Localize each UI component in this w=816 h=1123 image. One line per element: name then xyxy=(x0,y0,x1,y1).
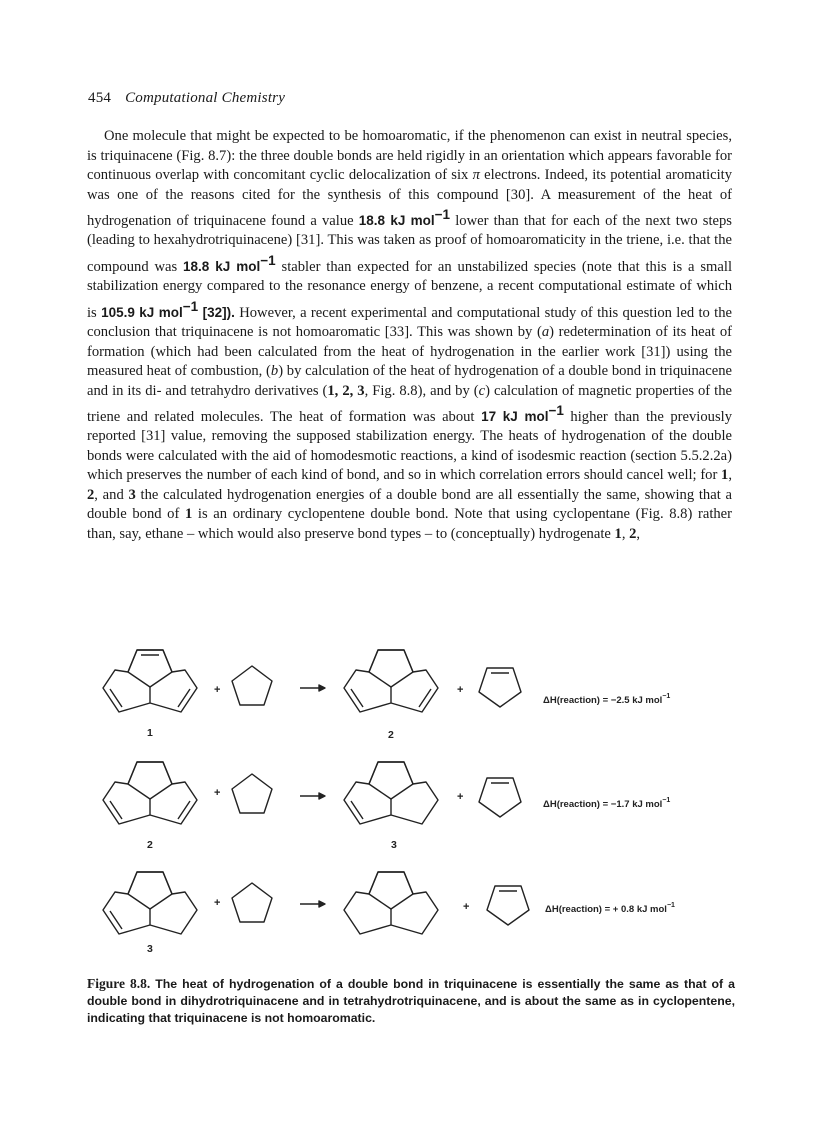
reaction-arrow xyxy=(300,793,325,799)
reaction-enthalpy: ΔH(reaction) = + 0.8 kJ mol$^{-1}$ xyxy=(545,902,675,915)
tetrahydrotriquinacene-3 xyxy=(103,872,197,934)
value-17: 17 kJ mol xyxy=(481,408,549,424)
reaction-scheme xyxy=(88,640,738,970)
caption-text: The heat of hydrogenation of a double bond in triquinacene is essentially the same as that of a double bond in dihydrotriquinacene and in tetrahydrotriquinacene, and is about the same as in cyclopentene, indicating that triquinacene is not homoaromatic. xyxy=(87,977,735,1025)
citation-32: [32]). xyxy=(198,304,235,320)
plus-sign: + xyxy=(214,787,221,799)
superscript: −1 xyxy=(182,298,199,314)
reaction-enthalpy: ΔH(reaction) = −2.5 kJ mol$^{-1}$ xyxy=(543,693,671,706)
text-run: , xyxy=(728,467,732,484)
body-paragraph xyxy=(87,127,732,544)
text-run: , Fig. 8.8), and by ( xyxy=(364,382,479,399)
caption-label: Figure 8.8. xyxy=(87,976,151,991)
pi-symbol: π xyxy=(472,167,480,183)
dihydrotriquinacene-2 xyxy=(103,762,197,824)
compound-ref: 1 xyxy=(614,525,622,542)
compound-refs: 1, 2, 3 xyxy=(327,382,365,399)
value-18-8: 18.8 kJ mol xyxy=(358,212,435,228)
running-header xyxy=(88,90,285,107)
triquinacene-1 xyxy=(103,650,197,712)
text-run: ) redetermination of its heat of formation (which had been calculated from the heat of hydrogenation in the earlier work [31]) using the measured heat of combustion, ( xyxy=(87,324,732,380)
superscript: −1 xyxy=(434,207,451,222)
cyclopentene xyxy=(479,668,521,707)
reaction-arrow xyxy=(300,901,325,907)
reaction-arrow xyxy=(300,685,325,691)
row-1 xyxy=(103,650,670,741)
text-run: is an ordinary cyclopentene double bond. Note that using cyclopentane (Fig. 8.8) rather than, say, ethane – which would also preserve bond types – to (conceptually) hydrogenate xyxy=(87,506,733,542)
running-title: Computational Chemistry xyxy=(125,90,286,106)
superscript: −1 xyxy=(548,403,564,419)
text-run: stabler than expected for an unstabilized species (note that this is a small stabilization energy compared to the resonance energy of benzene, a recent computational estimate of which is xyxy=(87,258,733,321)
compound-ref: 2 xyxy=(87,486,95,503)
enum-c: c xyxy=(478,382,486,399)
cyclopentene xyxy=(487,886,529,925)
enum-a: a xyxy=(541,324,550,341)
text-run: higher than the previously reported [31] value, removing the supposed stabilization energy. The heats of hydrogenation of the double bonds were calculated with the aid of homodesmotic reactions, a kind of isodesmic reaction (section 5.5.2.2a) which preserves the number of each kind of bond, and so in which correlation errors should cancel well; for xyxy=(87,408,732,484)
compound-label: 1 xyxy=(147,727,153,739)
value-18-8: 18.8 kJ mol xyxy=(183,258,261,274)
figure-8-8 xyxy=(88,640,738,970)
plus-sign: + xyxy=(463,901,470,913)
text-run: However, a recent experimental and computational study of this question led to the conclusion that triquinacene is not homoaromatic [33]. This was shown by ( xyxy=(87,304,732,341)
value-105-9: 105.9 kJ mol xyxy=(101,304,183,320)
compound-ref: 2 xyxy=(629,525,637,542)
plus-sign: + xyxy=(457,684,464,696)
text-run: ) calculation of magnetic properties of the triene and related molecules. The heat of formation was about xyxy=(87,382,733,425)
compound-ref: 1 xyxy=(721,467,729,484)
text-run: lower than that for each of the next two steps (leading to hexahydrotriquinacene) [31]. This was taken as proof of homoaromaticity in the triene, i.e. that the compound was xyxy=(87,212,732,275)
plus-sign: + xyxy=(214,897,221,909)
compound-label: 2 xyxy=(147,839,153,851)
hexahydrotriquinacene xyxy=(344,872,438,934)
text-run: , xyxy=(621,525,630,542)
tetrahydrotriquinacene-3 xyxy=(344,762,438,824)
cyclopentane xyxy=(232,774,272,813)
page-number: 454 xyxy=(88,90,112,106)
text-run: , and xyxy=(94,486,129,503)
compound-label: 3 xyxy=(147,943,153,955)
compound-ref: 3 xyxy=(128,486,136,503)
cyclopentane xyxy=(232,883,272,922)
figure-caption xyxy=(87,975,735,1027)
cyclopentene xyxy=(479,778,521,817)
text-run: One molecule that might be expected to be homoaromatic, if the phenomenon can exist in neutral species, is triquinacene (Fig. 8.7): the three double bonds are held rigidly in an orientation which appears favorable for continuous overlap with concomitant cyclic delocalization of six xyxy=(87,128,732,183)
paragraph xyxy=(87,127,732,544)
row-3 xyxy=(103,872,675,955)
cyclopentane xyxy=(232,666,272,705)
plus-sign: + xyxy=(214,684,221,696)
text-run: electrons. Indeed, its potential aromaticity was one of the reasons cited for the synthesis of this compound [30]. A measurement of the heat of hydrogenation of triquinacene found a value xyxy=(87,167,733,229)
dihydrotriquinacene-2 xyxy=(344,650,438,712)
enum-b: b xyxy=(270,363,279,380)
text-run: , xyxy=(636,525,641,542)
text-run: the calculated hydrogenation energies of a double bond are all essentially the same, showing that a double bond of xyxy=(87,486,732,523)
superscript: −1 xyxy=(260,252,276,268)
row-2 xyxy=(103,762,670,851)
compound-label: 2 xyxy=(388,729,394,741)
compound-ref: 1 xyxy=(184,506,193,523)
compound-label: 3 xyxy=(391,839,397,851)
plus-sign: + xyxy=(457,791,464,803)
text-run: ) by calculation of the heat of hydrogenation of a double bond in triquinacene and in its di- and tetrahydro derivatives ( xyxy=(87,363,732,399)
reaction-enthalpy: ΔH(reaction) = −1.7 kJ mol$^{-1}$ xyxy=(543,797,671,810)
